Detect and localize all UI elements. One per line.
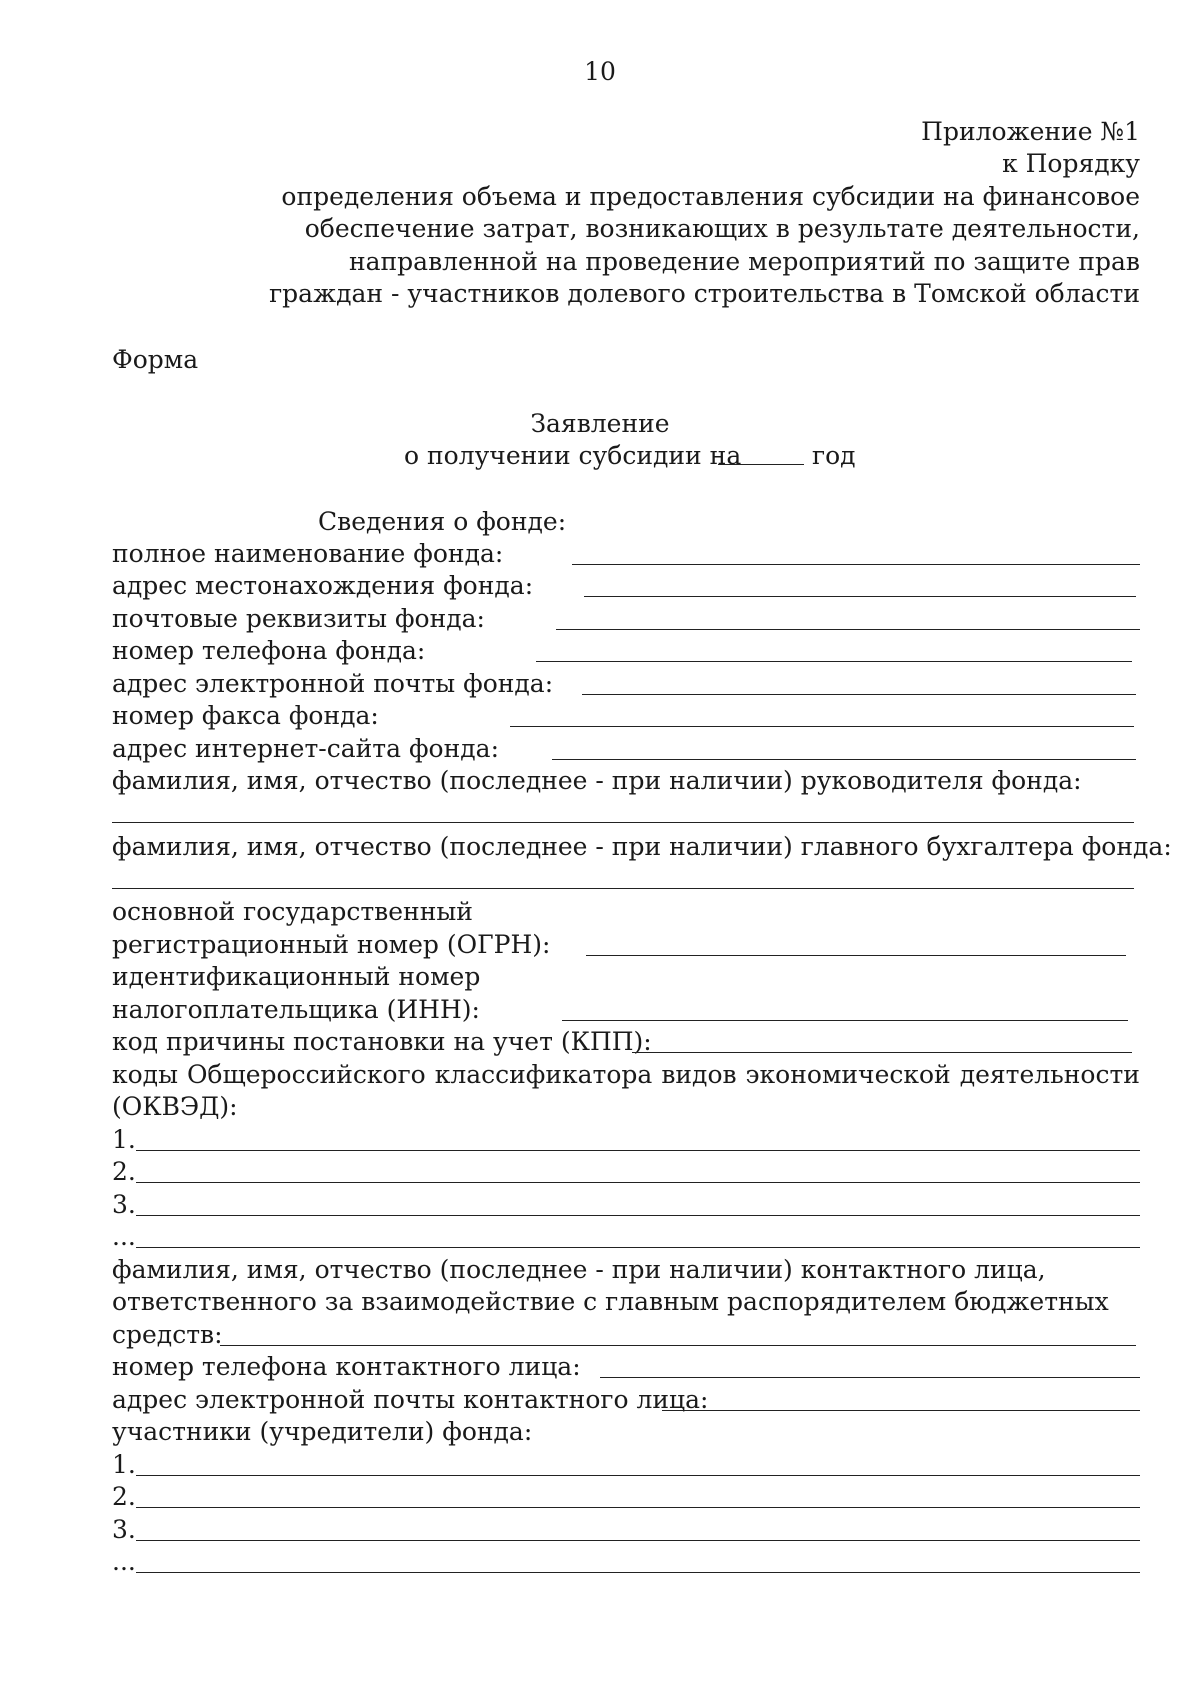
page-number: 10 xyxy=(584,57,616,86)
fax-label: номер факса фонда: xyxy=(112,701,379,730)
founders-marker: 3. xyxy=(112,1515,136,1544)
inn-field[interactable] xyxy=(562,1020,1128,1021)
year-field[interactable] xyxy=(718,464,804,465)
founder-field-2[interactable] xyxy=(136,1507,1140,1508)
accountant-name-field[interactable] xyxy=(112,888,1134,889)
okved-field-2[interactable] xyxy=(136,1182,1140,1183)
founders-marker: 2. xyxy=(112,1482,136,1511)
contact-label-2: ответственного за взаимодействие с главным распорядителем бюджетных xyxy=(112,1287,1109,1316)
appendix-line: граждан - участников долевого строительства в Томской области xyxy=(269,279,1140,308)
inn-label-2: налогоплательщика (ИНН): xyxy=(112,995,480,1024)
full-name-label: полное наименование фонда: xyxy=(112,539,504,568)
okved-word: Общероссийского xyxy=(186,1060,426,1089)
application-title: Заявление xyxy=(530,409,670,438)
postal-label: почтовые реквизиты фонда: xyxy=(112,604,485,633)
okved-word: классификатора xyxy=(434,1060,653,1089)
founder-field-3[interactable] xyxy=(136,1540,1140,1541)
contact-phone-label: номер телефона контактного лица: xyxy=(112,1352,581,1381)
okved-field-1[interactable] xyxy=(136,1150,1140,1151)
okved-label-2: (ОКВЭД): xyxy=(112,1092,238,1121)
application-subtitle: о получении субсидии на xyxy=(404,441,742,470)
founders-label: участники (учредители) фонда: xyxy=(112,1417,533,1446)
form-label: Форма xyxy=(112,345,199,374)
inn-label-1: идентификационный номер xyxy=(112,962,481,991)
okved-field-3[interactable] xyxy=(136,1215,1140,1216)
head-name-label: фамилия, имя, отчество (последнее - при наличии) руководителя фонда: xyxy=(112,766,1082,795)
okved-word: видов xyxy=(661,1060,737,1089)
founder-field-1[interactable] xyxy=(136,1475,1140,1476)
phone-field[interactable] xyxy=(536,661,1132,662)
ogrn-label-1: основной государственный xyxy=(112,897,473,926)
contact-label-3: средств: xyxy=(112,1320,223,1349)
okved-label-1 xyxy=(112,1059,1140,1091)
okved-word: экономической xyxy=(745,1060,951,1089)
contact-phone-field[interactable] xyxy=(600,1377,1140,1378)
appendix-to-order: к Порядку xyxy=(1002,149,1140,178)
website-label: адрес интернет-сайта фонда: xyxy=(112,734,499,763)
founders-marker: ... xyxy=(112,1547,136,1576)
appendix-title: Приложение №1 xyxy=(921,117,1140,146)
phone-label: номер телефона фонда: xyxy=(112,636,426,665)
contact-label-1: фамилия, имя, отчество (последнее - при наличии) контактного лица, xyxy=(112,1255,1046,1284)
postal-field[interactable] xyxy=(556,629,1140,630)
address-label: адрес местонахождения фонда: xyxy=(112,571,534,600)
website-field[interactable] xyxy=(552,759,1136,760)
contact-email-label: адрес электронной почты контактного лица: xyxy=(112,1385,709,1414)
okved-marker: 1. xyxy=(112,1125,136,1154)
contact-email-field[interactable] xyxy=(662,1410,1140,1411)
appendix-line: направленной на проведение мероприятий по защите прав xyxy=(348,247,1140,276)
okved-word: коды xyxy=(112,1060,178,1089)
full-name-field[interactable] xyxy=(572,564,1140,565)
email-field[interactable] xyxy=(582,694,1136,695)
okved-word: деятельности xyxy=(959,1060,1140,1089)
ogrn-label-2: регистрационный номер (ОГРН): xyxy=(112,930,551,959)
appendix-line: определения объема и предоставления субсидии на финансовое xyxy=(281,182,1140,211)
okved-marker: 2. xyxy=(112,1157,136,1186)
okved-marker: 3. xyxy=(112,1190,136,1219)
okved-field-more[interactable] xyxy=(136,1247,1140,1248)
appendix-line: обеспечение затрат, возникающих в результате деятельности, xyxy=(304,214,1140,243)
founder-field-more[interactable] xyxy=(136,1572,1140,1573)
kpp-label: код причины постановки на учет (КПП): xyxy=(112,1027,652,1056)
email-label: адрес электронной почты фонда: xyxy=(112,669,554,698)
fund-info-heading: Сведения о фонде: xyxy=(318,507,567,536)
application-subtitle-year: год xyxy=(812,441,856,470)
ogrn-field[interactable] xyxy=(586,955,1126,956)
kpp-field[interactable] xyxy=(632,1052,1132,1053)
address-field[interactable] xyxy=(584,596,1136,597)
accountant-name-label: фамилия, имя, отчество (последнее - при наличии) главного бухгалтера фонда: xyxy=(112,832,1172,861)
contact-name-field[interactable] xyxy=(220,1345,1136,1346)
fax-field[interactable] xyxy=(510,726,1134,727)
okved-marker: ... xyxy=(112,1222,136,1251)
founders-marker: 1. xyxy=(112,1450,136,1479)
head-name-field[interactable] xyxy=(112,822,1134,823)
